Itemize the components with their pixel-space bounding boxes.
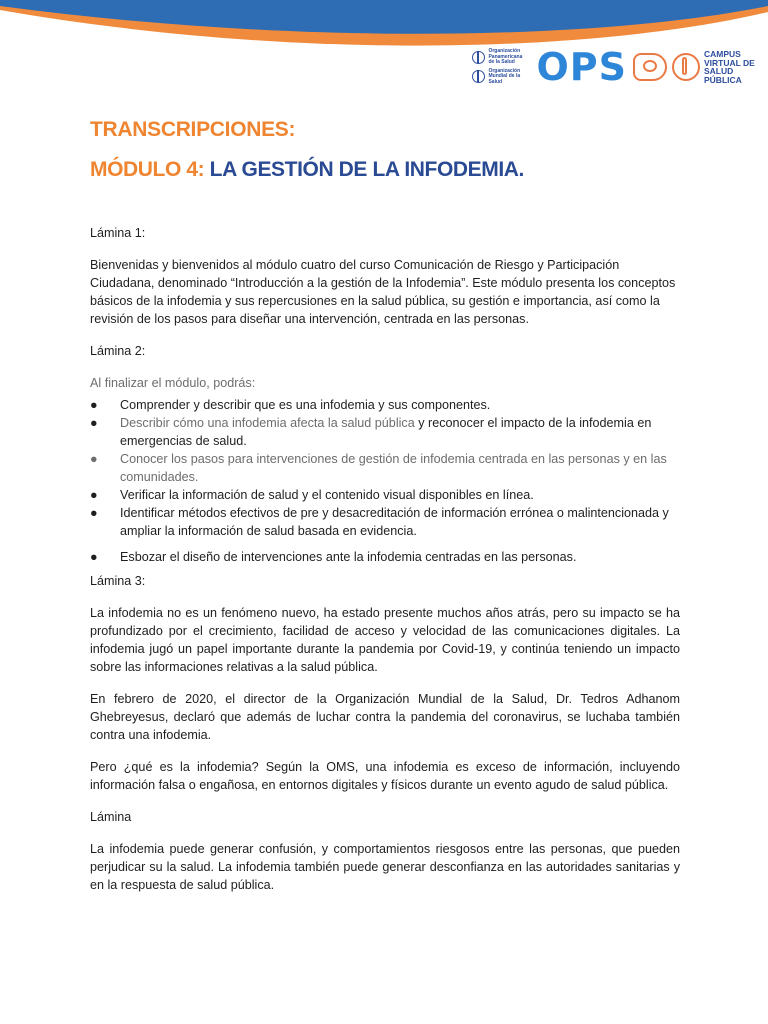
header-logos [472, 46, 758, 88]
paho-globe-icon [472, 51, 485, 64]
lamina-4-paragraph-1: La infodemia puede generar confusión, y comportamientos riesgosos entre las personas, que pueden perjudicar su la salud. La infodemia también puede generar desconfianza en las autoridades sanitarias y en la respuesta de salud pública. [90, 842, 680, 892]
bullet-icon: ● [90, 488, 98, 502]
lamina-3-label: Lámina 3: [90, 574, 146, 588]
lamina-4-label: Lámina [90, 810, 132, 824]
list-item: ● Comprender y describir que es una infodemia y sus componentes. [90, 398, 491, 412]
module-number: MÓDULO 4: [90, 158, 205, 181]
ops-logo: OPS [536, 45, 627, 89]
lamina-2-label: Lámina 2: [90, 344, 146, 358]
paho-name: Organización Panamericana de la Salud [488, 48, 523, 65]
list-item: ● Conocer los pasos para intervenciones de gestión de infodemia centrada en las personas y en las comunidades. [90, 452, 667, 484]
list-item: ● Identificar métodos efectivos de pre y desacreditación de información errónea o malintencionada y ampliar la información de salud basada en evidencia. [90, 506, 669, 538]
objectives-list [90, 396, 680, 566]
lamina-3-paragraph-2: En febrero de 2020, el director de la Organización Mundial de la Salud, Dr. Tedros Adhanom Ghebreyesus, declaró que además de luchar contra la pandemia del coronavirus, se luchaba también contra una infodemia. [90, 692, 680, 742]
list-item: ● Esbozar el diseño de intervenciones ante la infodemia centradas en las personas. [90, 550, 577, 564]
who-globe-icon [472, 70, 485, 83]
doc-title: TRANSCRIPCIONES: [90, 118, 296, 141]
bullet-icon: ● [90, 550, 98, 564]
list-item: ● Describir cómo una infodemia afecta la salud pública y reconocer el impacto de la infodemia en emergencias de salud. [90, 416, 652, 448]
campus-face-icon [633, 53, 667, 81]
bullet-icon: ● [90, 452, 98, 466]
campus-logo: CAMPUS VIRTUAL DE SALUD PÚBLICA [704, 49, 755, 85]
module-subtitle: LA GESTIÓN DE LA INFODEMIA. [209, 158, 524, 181]
list-item: ● Verificar la información de salud y el contenido visual disponibles en línea. [90, 488, 534, 502]
lamina-3-paragraph-3: Pero ¿qué es la infodemia? Según la OMS, una infodemia es exceso de información, incluyendo información falsa o engañosa, en entornos digitales y físicos durante un evento agudo de salud pública. [90, 760, 680, 792]
caduceus-icon [672, 53, 700, 81]
lamina-1-text: Bienvenidas y bienvenidos al módulo cuatro del curso Comunicación de Riesgo y Participación Ciudadana, denominado “Introducción a la gestión de la Infodemia”. Este módulo presenta los conceptos básicos de la infodemia y sus repercusiones en la salud pública, su gestión e importancia, así como la revisión de los pasos para diseñar una intervención, centrada en las personas. [90, 258, 676, 326]
transcript-body [90, 224, 680, 908]
bullet-icon: ● [90, 398, 98, 412]
bullet-icon: ● [90, 506, 98, 520]
lamina-1-label: Lámina 1: [90, 226, 146, 240]
who-name: Organización Mundial de la Salud [488, 67, 521, 85]
lamina-2-intro: Al finalizar el módulo, podrás: [90, 376, 256, 390]
lamina-3-paragraph-1: La infodemia no es un fenómeno nuevo, ha estado presente muchos años atrás, pero su impacto se ha profundizado por el crecimiento, facilidad de acceso y velocidad de las comunicaciones digitales. La infodemia jugó un papel importante durante la pandemia por Covid-19, y continúa teniendo un impacto sobre las informaciones relativas a la salud pública. [90, 606, 680, 674]
bullet-icon: ● [90, 416, 98, 430]
module-title [90, 158, 524, 182]
paho-logo [472, 49, 528, 85]
header-banner [0, 0, 768, 48]
